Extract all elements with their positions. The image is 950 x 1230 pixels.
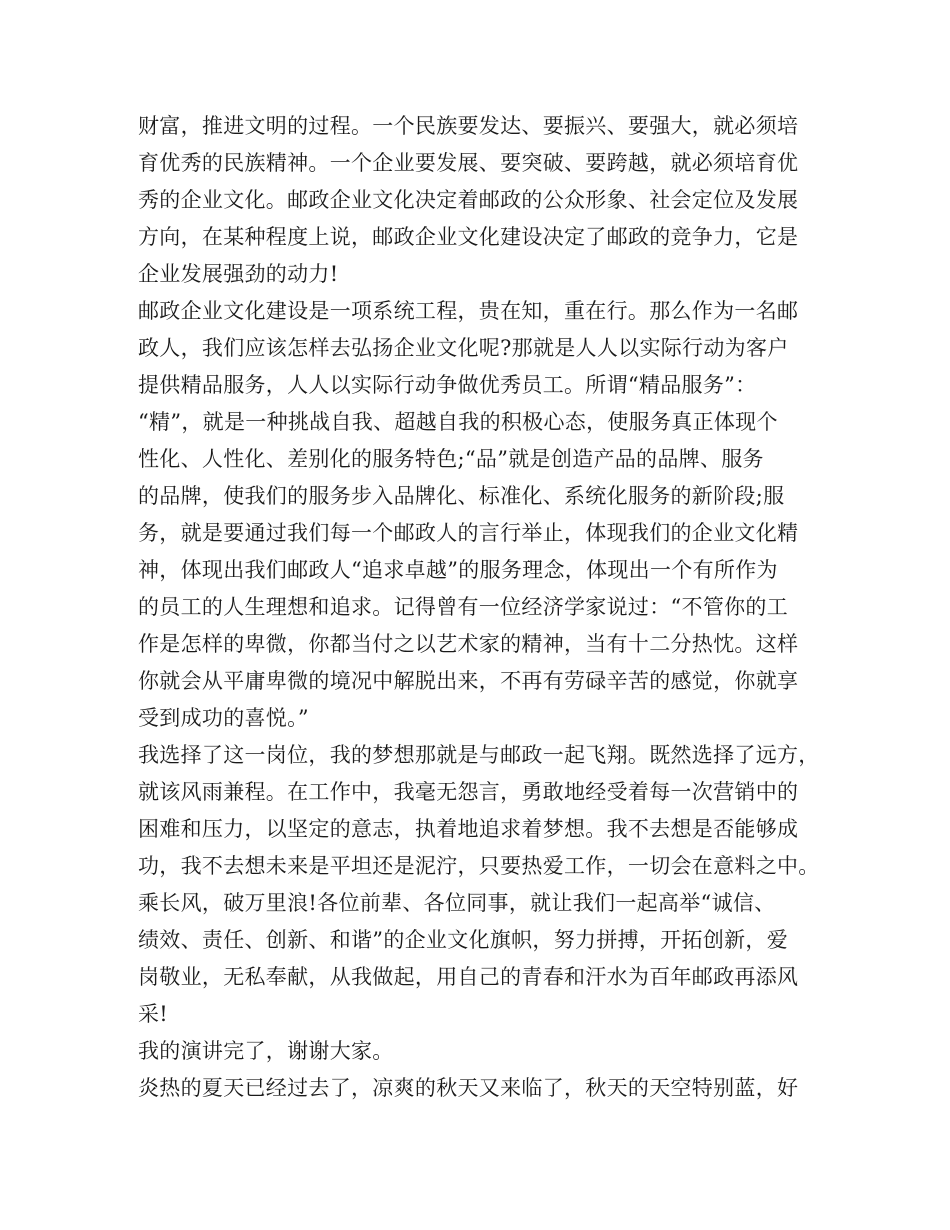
text-line: 困难和压力，以坚定的意志，执着地追求着梦想。我不去想是否能够成 xyxy=(138,817,799,841)
text-line: 绩效、责任、创新、和谐”的企业文化旗帜，努力拼搏，开拓创新，爱 xyxy=(138,928,789,952)
text-line: 受到成功的喜悦。” xyxy=(138,706,309,730)
text-line: 我的演讲完了，谢谢大家。 xyxy=(138,1039,394,1063)
text-line: 政人，我们应该怎样去弘扬企业文化呢?那就是人人以实际行动为客户 xyxy=(138,336,789,360)
text-line: 功，我不去想未来是平坦还是泥泞，只要热爱工作，一切会在意料之中。 xyxy=(138,854,820,878)
body-text xyxy=(138,108,818,1107)
text-line: 方向，在某种程度上说，邮政企业文化建设决定了邮政的竞争力，它是 xyxy=(138,225,799,249)
text-line: 务，就是要通过我们每一个邮政人的言行举止，体现我们的企业文化精 xyxy=(138,521,799,545)
text-line: 财富，推进文明的过程。一个民族要发达、要振兴、要强大，就必须培 xyxy=(138,114,799,138)
text-line: 性化、人性化、差别化的服务特色;“品”就是创造产品的品牌、服务 xyxy=(138,447,764,471)
text-line: 企业发展强劲的动力! xyxy=(138,262,339,286)
text-line: 邮政企业文化建设是一项系统工程，贵在知，重在行。那么作为一名邮 xyxy=(138,299,799,323)
text-line: 提供精品服务，人人以实际行动争做优秀员工。所谓“精品服务”： xyxy=(138,373,757,397)
text-line: 就该风雨兼程。在工作中，我毫无怨言，勇敢地经受着每一次营销中的 xyxy=(138,780,799,804)
text-line: 我选择了这一岗位，我的梦想那就是与邮政一起飞翔。既然选择了远方， xyxy=(138,743,820,767)
text-line: “精”，就是一种挑战自我、超越自我的积极心态，使服务真正体现个 xyxy=(138,410,778,434)
text-line: 作是怎样的卑微，你都当付之以艺术家的精神，当有十二分热忱。这样 xyxy=(138,632,799,656)
text-line: 育优秀的民族精神。一个企业要发展、要突破、要跨越，就必须培育优 xyxy=(138,151,799,175)
text-line: 炎热的夏天已经过去了，凉爽的秋天又来临了，秋天的天空特别蓝，好 xyxy=(138,1076,799,1100)
text-line: 采! xyxy=(138,1002,169,1026)
text-line: 岗敬业，无私奉献，从我做起，用自己的青春和汗水为百年邮政再添风 xyxy=(138,965,799,989)
text-line: 乘长风，破万里浪!各位前辈、各位同事，就让我们一起高举“诚信、 xyxy=(138,891,776,915)
text-line: 秀的企业文化。邮政企业文化决定着邮政的公众形象、社会定位及发展 xyxy=(138,188,799,212)
text-line: 你就会从平庸卑微的境况中解脱出来，不再有劳碌辛苦的感觉，你就享 xyxy=(138,669,799,693)
text-line: 的品牌，使我们的服务步入品牌化、标准化、系统化服务的新阶段;服 xyxy=(138,484,785,508)
text-line: 神，体现出我们邮政人“追求卓越”的服务理念，体现出一个有所作为 xyxy=(138,558,778,582)
text-line: 的员工的人生理想和追求。记得曾有一位经济学家说过：“不管你的工 xyxy=(138,595,789,619)
